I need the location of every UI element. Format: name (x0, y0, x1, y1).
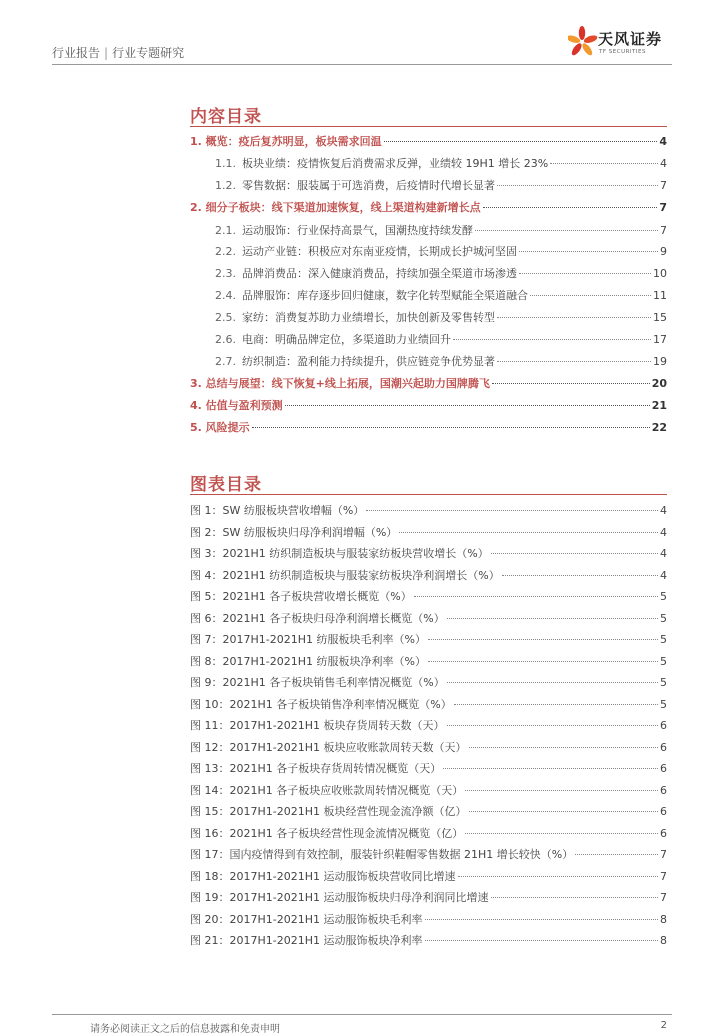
figure-entry-label: 图 17：国内疫情得到有效控制，服装针织鞋帽零售数据 21H1 增长较快（%） (190, 848, 574, 861)
dot-leader (502, 575, 658, 576)
figure-entry-label: 图 15：2017H1-2021H1 板块经营性现金流净额（亿） (190, 805, 467, 818)
dot-leader (425, 919, 659, 920)
dot-leader (428, 639, 658, 640)
page-number: 2 (660, 1020, 667, 1031)
figure-entry[interactable] (190, 674, 667, 690)
figure-entry[interactable] (190, 803, 667, 819)
figure-page-number: 5 (660, 697, 667, 711)
toc-page-number: 7 (659, 201, 667, 214)
toc-section[interactable] (215, 309, 667, 325)
dot-leader (252, 427, 650, 428)
figure-entry-label: 图 19：2017H1-2021H1 运动服饰板块归母净利润同比增速 (190, 891, 489, 904)
figure-entry-label: 图 5：2021H1 各子板块营收增长概览（%） (190, 590, 412, 603)
figure-page-number: 6 (660, 740, 667, 754)
toc-section-number: 2.1. (215, 224, 236, 237)
figure-entry-label: 图 20：2017H1-2021H1 运动服饰板块毛利率 (190, 912, 423, 926)
toc-entry-label: 零售数据：服装属于可选消费，后疫情时代增长显著 (242, 179, 495, 192)
figure-page-number: 8 (660, 934, 667, 947)
toc-section-number: 2.3. (215, 267, 236, 280)
dot-leader (491, 553, 658, 554)
figure-page-number: 5 (660, 590, 667, 603)
toc-page-number: 17 (653, 333, 667, 346)
figure-entry[interactable] (190, 631, 667, 647)
figure-page-number: 5 (660, 654, 667, 668)
figure-page-number: 7 (660, 848, 667, 861)
toc-chapter[interactable] (190, 375, 667, 391)
header-report-category: 行业专题研究 (112, 46, 185, 60)
figure-entry-label: 图 1：SW 纺服板块营收增幅（%） (190, 504, 365, 517)
figure-entry-label: 图 10：2021H1 各子板块销售净利率情况概览（%） (190, 697, 452, 711)
toc-chapter[interactable] (190, 199, 667, 215)
dot-leader (384, 141, 658, 142)
dot-leader (399, 532, 658, 533)
figure-entry-label: 图 14：2021H1 各子板块应收账款周转情况概览（天） (190, 783, 464, 797)
figure-entry-label: 图 21：2017H1-2021H1 运动服饰板块净利率 (190, 934, 423, 947)
dot-leader (492, 383, 650, 384)
figure-entry[interactable] (190, 825, 667, 841)
figure-page-number: 8 (660, 912, 667, 926)
dot-leader (491, 897, 659, 898)
figure-entry[interactable] (190, 846, 667, 862)
toc-chapter[interactable] (190, 397, 667, 413)
dot-leader (497, 185, 658, 186)
figure-entry[interactable] (190, 868, 667, 884)
dot-leader (458, 876, 659, 877)
figure-entry[interactable] (190, 610, 667, 626)
toc-entry-label: 电商：明确品牌定位，多渠道助力业绩回升 (242, 333, 451, 346)
figure-entry-label: 图 18：2017H1-2021H1 运动服饰板块营收同比增速 (190, 869, 456, 883)
figure-entry-label: 图 12：2017H1-2021H1 板块应收账款周转天数（天） (190, 740, 467, 754)
dot-leader (447, 682, 658, 683)
logo-company-name: 天风证券 (598, 30, 663, 48)
toc-entry-label: 家纺：消费复苏助力业绩增长，加快创新及零售转型 (242, 311, 495, 324)
figure-entry-label: 图 3：2021H1 纺织制造板块与服装家纺板块营收增长（%） (190, 547, 489, 560)
figure-page-number: 5 (660, 611, 667, 625)
dot-leader (530, 295, 651, 296)
header-report-type: 行业报告 (52, 46, 101, 60)
figure-entry[interactable] (190, 932, 667, 948)
figure-page-number: 4 (660, 547, 667, 560)
figure-entry[interactable] (190, 545, 667, 561)
figure-page-number: 6 (660, 762, 667, 775)
figure-entry-label: 图 13：2021H1 各子板块存货周转情况概览（天） (190, 762, 442, 775)
dot-leader (519, 251, 658, 252)
toc-section-number: 2.2. (215, 245, 236, 258)
dot-leader (575, 854, 658, 855)
figure-page-number: 4 (660, 568, 667, 582)
toc-section[interactable] (215, 265, 667, 281)
toc-page-number: 10 (653, 267, 667, 280)
figure-entry[interactable] (190, 567, 667, 583)
figure-entry-label: 图 7：2017H1-2021H1 纺服板块毛利率（%） (190, 633, 426, 646)
toc-section[interactable] (215, 331, 667, 347)
figure-page-number: 4 (660, 525, 667, 539)
header-separator: | (104, 46, 109, 60)
header-divider (52, 64, 672, 65)
toc-section-number: 2.4. (215, 289, 236, 302)
toc-entry-label: 5. 风险提示 (190, 421, 250, 434)
toc-page-number: 19 (653, 355, 667, 368)
figure-page-number: 5 (660, 676, 667, 689)
figure-page-number: 6 (660, 719, 667, 732)
figures-title: 图表目录 (190, 475, 262, 495)
dot-leader (285, 405, 650, 406)
header-breadcrumb (52, 44, 184, 61)
figure-page-number: 5 (660, 633, 667, 646)
figure-entry-label: 图 8：2017H1-2021H1 纺服板块净利率（%） (190, 654, 426, 668)
figure-entry[interactable] (190, 889, 667, 905)
toc-section-number: 2.5. (215, 311, 236, 324)
toc-section[interactable] (215, 155, 667, 171)
toc-section-number: 1.1. (215, 157, 236, 170)
figure-entry-label: 图 9：2021H1 各子板块销售毛利率情况概览（%） (190, 676, 445, 689)
figure-entry[interactable] (190, 653, 667, 669)
toc-entry-label: 3. 总结与展望：线下恢复+线上拓展，国潮兴起助力国牌腾飞 (190, 377, 490, 390)
figure-entry-label: 图 2：SW 纺服板块归母净利润增幅（%） (190, 525, 398, 539)
figure-entry[interactable] (190, 502, 667, 518)
figures-title-rule (190, 494, 667, 495)
dot-leader (425, 940, 659, 941)
figure-entry-label: 图 4：2021H1 纺织制造板块与服装家纺板块净利润增长（%） (190, 568, 500, 582)
toc-entry-label: 运动服饰：行业保持高景气，国潮热度持续发酵 (242, 224, 473, 237)
dot-leader (428, 661, 658, 662)
toc-section-number: 1.2. (215, 179, 236, 192)
dot-leader (469, 747, 659, 748)
figure-page-number: 7 (660, 891, 667, 904)
figure-entry[interactable] (190, 760, 667, 776)
toc-title: 内容目录 (190, 107, 262, 127)
dot-leader (414, 596, 658, 597)
dot-leader (447, 618, 658, 619)
toc-entry-label: 1. 概览：疫后复苏明显，板块需求回温 (190, 135, 382, 148)
figure-entry[interactable] (190, 696, 667, 712)
figure-page-number: 6 (660, 805, 667, 818)
logo-company-name-en: TF SECURITIES (599, 49, 646, 55)
dot-leader (497, 317, 651, 318)
toc-page-number: 20 (651, 377, 667, 390)
dot-leader (447, 725, 659, 726)
dot-leader (465, 833, 658, 834)
toc-entry-label: 品牌消费品：深入健康消费品，持续加强全渠道市场渗透 (242, 267, 517, 280)
toc-page-number: 21 (651, 399, 667, 412)
dot-leader (443, 768, 658, 769)
toc-page-number: 11 (653, 289, 667, 302)
figure-entry[interactable] (190, 588, 667, 604)
toc-entry-label: 纺织制造：盈利能力持续提升，供应链竞争优势显著 (242, 355, 495, 368)
figure-entry[interactable] (190, 524, 667, 540)
toc-chapter[interactable] (190, 419, 667, 435)
toc-section-number: 2.6. (215, 333, 236, 346)
figure-entry[interactable] (190, 782, 667, 798)
dot-leader (550, 163, 658, 164)
toc-section[interactable] (215, 287, 667, 303)
toc-chapter[interactable] (190, 133, 667, 149)
toc-page-number: 4 (659, 135, 667, 148)
figure-page-number: 6 (660, 826, 667, 840)
figure-entry-label: 图 6：2021H1 各子板块归母净利润增长概览（%） (190, 611, 445, 625)
toc-entry-label: 运动产业链：积极应对东南亚疫情，长期成长护城河坚固 (242, 245, 517, 258)
toc-page-number: 7 (660, 179, 667, 192)
figure-entry[interactable] (190, 911, 667, 927)
toc-page-number: 15 (653, 311, 667, 324)
toc-entry-label: 4. 估值与盈利预测 (190, 399, 283, 412)
dot-leader (366, 510, 658, 511)
dot-leader (497, 361, 651, 362)
dot-leader (519, 273, 651, 274)
toc-title-rule (190, 126, 667, 127)
toc-page-number: 7 (660, 224, 667, 237)
toc-page-number: 4 (660, 157, 667, 170)
dot-leader (475, 230, 658, 231)
dot-leader (454, 704, 658, 705)
toc-section[interactable] (215, 353, 667, 369)
figure-entry-label: 图 16：2021H1 各子板块经营性现金流情况概览（亿） (190, 826, 464, 840)
toc-entry-label: 板块业绩：疫情恢复后消费需求反弹，业绩较 19H1 增长 23% (242, 157, 549, 170)
dot-leader (469, 811, 659, 812)
toc-section[interactable] (215, 243, 667, 259)
figure-page-number: 7 (660, 869, 667, 883)
toc-entry-label: 品牌服饰：库存逐步回归健康，数字化转型赋能全渠道融合 (242, 289, 528, 302)
toc-entry-label: 2. 细分子板块：线下渠道加速恢复，线上渠道构建新增长点 (190, 201, 481, 214)
toc-section[interactable] (215, 222, 667, 238)
toc-page-number: 22 (651, 421, 667, 434)
dot-leader (453, 339, 651, 340)
figure-entry[interactable] (190, 717, 667, 733)
dot-leader (465, 790, 658, 791)
figure-entry[interactable] (190, 739, 667, 755)
footer-disclaimer: 请务必阅读正文之后的信息披露和免责申明 (90, 1024, 280, 1035)
toc-section-number: 2.7. (215, 355, 236, 368)
toc-section[interactable] (215, 177, 667, 193)
dot-leader (483, 207, 658, 208)
footer-divider (52, 1014, 672, 1015)
figure-entry-label: 图 11：2017H1-2021H1 板块存货周转天数（天） (190, 719, 445, 732)
figure-page-number: 6 (660, 783, 667, 797)
toc-page-number: 9 (660, 245, 667, 258)
figure-page-number: 4 (660, 504, 667, 517)
